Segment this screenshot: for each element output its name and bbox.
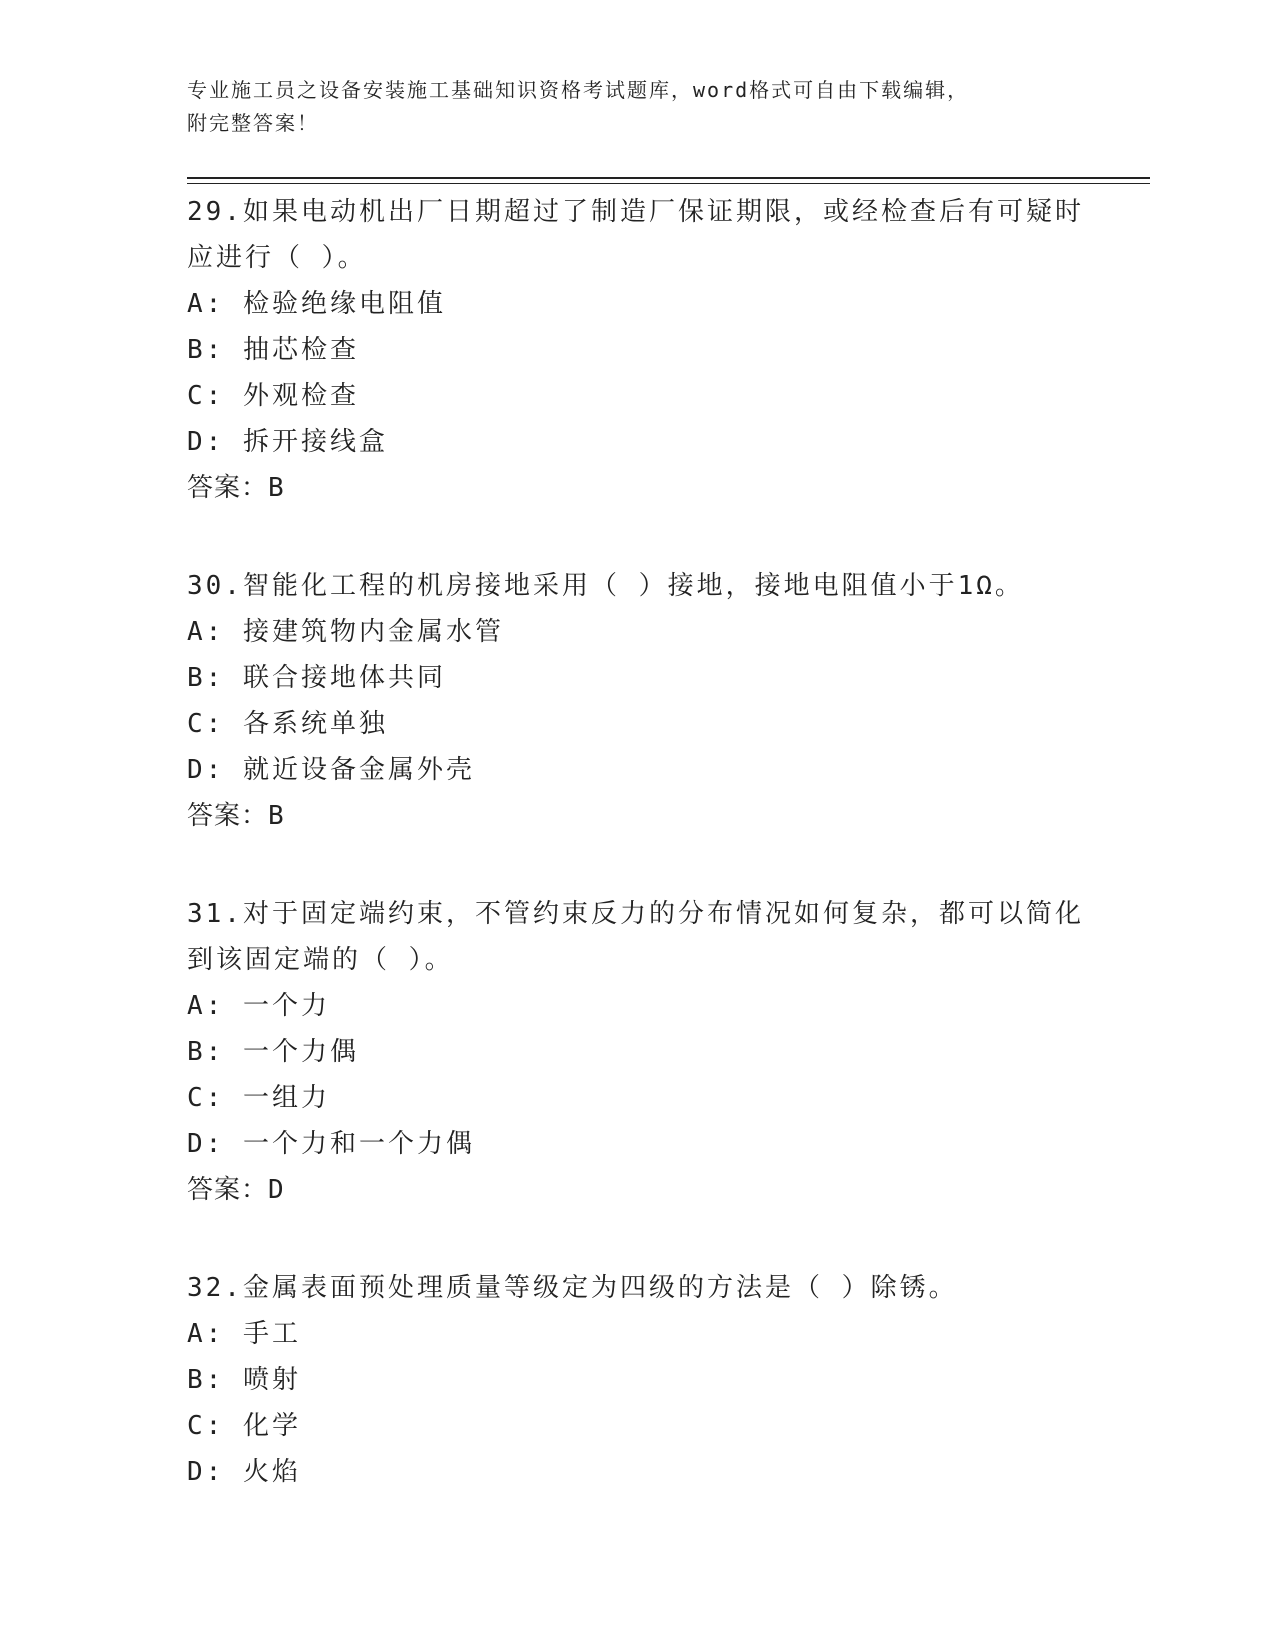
option-c: C: 一组力 [187, 1083, 330, 1113]
option-d: D: 就近设备金属外壳 [187, 755, 475, 785]
option-b: B: 联合接地体共同 [187, 663, 446, 693]
option-a: A: 检验绝缘电阻值 [187, 289, 446, 319]
option-c: C: 各系统单独 [187, 709, 388, 739]
header-line-1: 专业施工员之设备安装施工基础知识资格考试题库，word格式可自由下载编辑， [187, 78, 970, 102]
option-d: D: 拆开接线盒 [187, 427, 388, 457]
document-header [187, 74, 1087, 140]
option-a: A: 接建筑物内金属水管 [187, 617, 504, 647]
option-c: C: 化学 [187, 1411, 301, 1441]
option-b: B: 一个力偶 [187, 1037, 359, 1067]
question-31 [187, 891, 1087, 1213]
answer: 答案：B [187, 473, 285, 503]
answer: 答案：D [187, 1175, 285, 1205]
option-b: B: 喷射 [187, 1365, 301, 1395]
header-line-2: 附完整答案！ [187, 111, 319, 135]
header-divider-thick [187, 177, 1150, 179]
question-text: 30.智能化工程的机房接地采用（ ）接地，接地电阻值小于1Ω。 [187, 571, 1024, 601]
question-32 [187, 1265, 1087, 1495]
question-29 [187, 189, 1087, 511]
question-text: 32.金属表面预处理质量等级定为四级的方法是（ ）除锈。 [187, 1273, 958, 1303]
option-d: D: 火焰 [187, 1457, 301, 1487]
question-list [187, 189, 1087, 1547]
question-text: 29.如果电动机出厂日期超过了制造厂保证期限，或经检查后有可疑时应进行（ ）。 [187, 197, 1084, 273]
option-a: A: 一个力 [187, 991, 330, 1021]
answer: 答案：B [187, 801, 285, 831]
header-divider-thin [187, 183, 1150, 184]
option-c: C: 外观检查 [187, 381, 359, 411]
option-b: B: 抽芯检查 [187, 335, 359, 365]
question-text: 31.对于固定端约束，不管约束反力的分布情况如何复杂，都可以简化到该固定端的（ ）。 [187, 899, 1084, 975]
option-a: A: 手工 [187, 1319, 301, 1349]
question-30 [187, 563, 1087, 839]
option-d: D: 一个力和一个力偶 [187, 1129, 475, 1159]
